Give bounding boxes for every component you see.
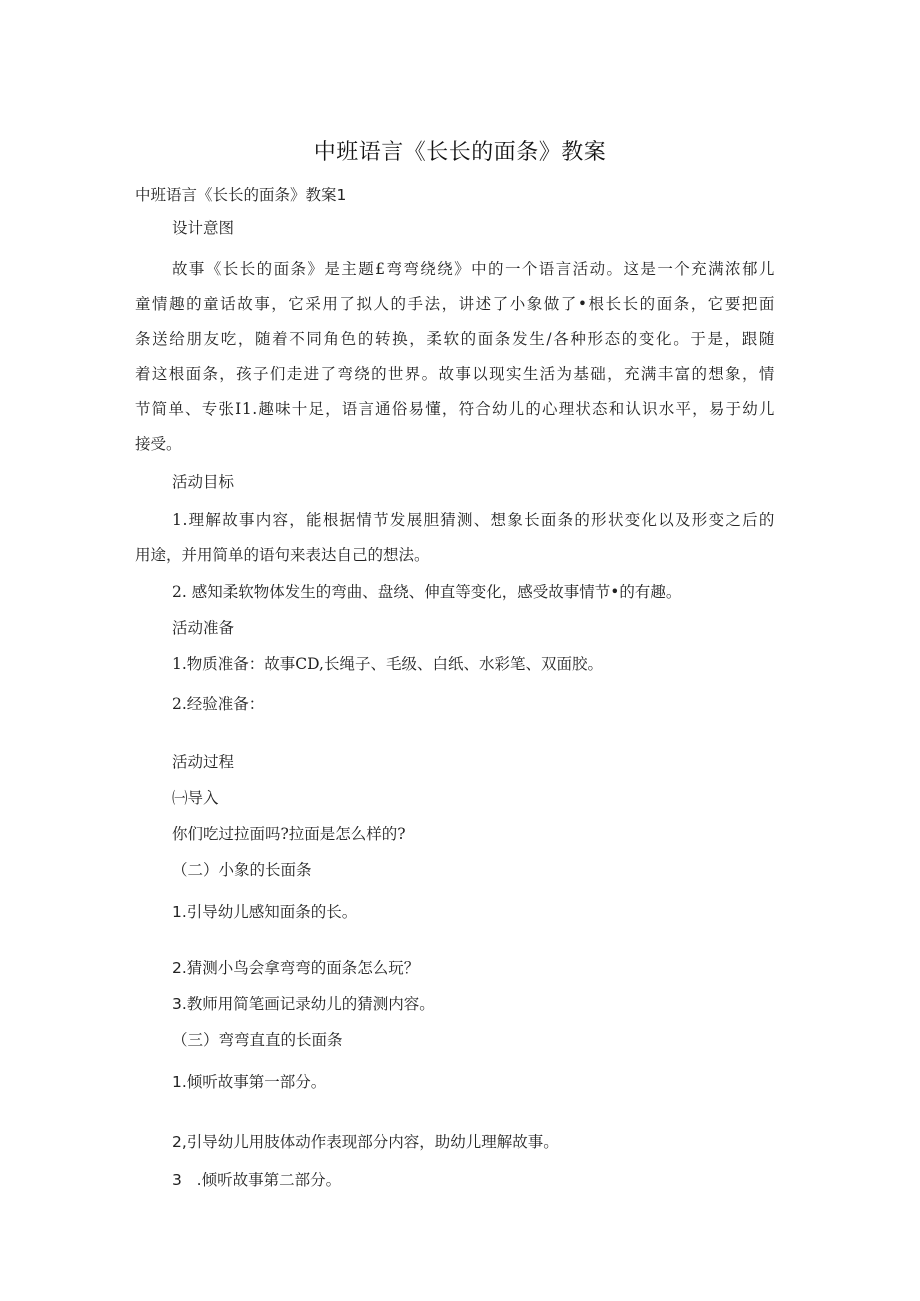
preparation-item-1: 1.物质准备：故事CD,长绳子、毛级、白纸、水彩笔、双面胶。 <box>172 655 603 673</box>
paragraph-line: 节简单、专张I1.趣味十足，语言通俗易懂，符合幼儿的心理状态和认识水平，易于幼儿 <box>135 400 775 418</box>
preparation-item-2: 2.经验准备： <box>172 695 265 713</box>
process-part-3-heading: （三）弯弯直直的长面条 <box>172 1031 343 1049</box>
heading-design-intent: 设计意图 <box>172 219 235 237</box>
heading-preparation: 活动准备 <box>172 619 235 637</box>
goal-item-1-line-2: 用途，并用简单的语句来表达自己的想法。 <box>135 546 430 564</box>
process-part-3-item: 3 .倾听故事第二部分。 <box>172 1171 342 1189</box>
process-part-2-heading: （二）小象的长面条 <box>172 861 312 879</box>
heading-goals: 活动目标 <box>172 473 235 491</box>
document-subtitle: 中班语言《长长的面条》教案1 <box>135 186 347 204</box>
paragraph-line: 童情趣的童话故事，它采用了拟人的手法，讲述了小象做了•根长长的面条，它要把面 <box>135 295 775 313</box>
process-part-2-item: 1.引导幼儿感知面条的长。 <box>172 903 358 921</box>
goal-item-2: 2. 感知柔软物体发生的弯曲、盘绕、伸直等变化，感受故事情节•的有趣。 <box>172 583 682 601</box>
process-part-1-heading: ㈠导入 <box>172 789 219 807</box>
paragraph-line: 故事《长长的面条》是主题£弯弯绕绕》中的一个语言活动。这是一个充满浓郁儿 <box>172 260 775 278</box>
paragraph-line: 着这根面条，孩子们走进了弯绕的世界。故事以现实生活为基础，充满丰富的想象，情 <box>135 365 775 383</box>
process-part-3-item: 1.倾听故事第一部分。 <box>172 1073 327 1091</box>
paragraph-line: 条送给朋友吃，随着不同角色的转换，柔软的面条发生/各种形态的变化。于是，跟随 <box>135 330 775 348</box>
paragraph-line: 接受。 <box>135 435 182 453</box>
process-part-1-text: 你们吃过拉面吗?拉面是怎么样的? <box>172 825 406 843</box>
process-part-3-item: 2,引导幼儿用肢体动作表现部分内容，助幼儿理解故事。 <box>172 1133 559 1151</box>
process-part-2-item: 2.猜测小鸟会拿弯弯的面条怎么玩？ <box>172 959 420 977</box>
heading-process: 活动过程 <box>172 753 235 771</box>
document-title: 中班语言《长长的面条》教案 <box>313 140 607 165</box>
process-part-2-item: 3.教师用简笔画记录幼儿的猜测内容。 <box>172 995 435 1013</box>
goal-item-1-line-1: 1.理解故事内容，能根据情节发展胆猜测、想象长面条的形状变化以及形变之后的 <box>172 511 775 529</box>
